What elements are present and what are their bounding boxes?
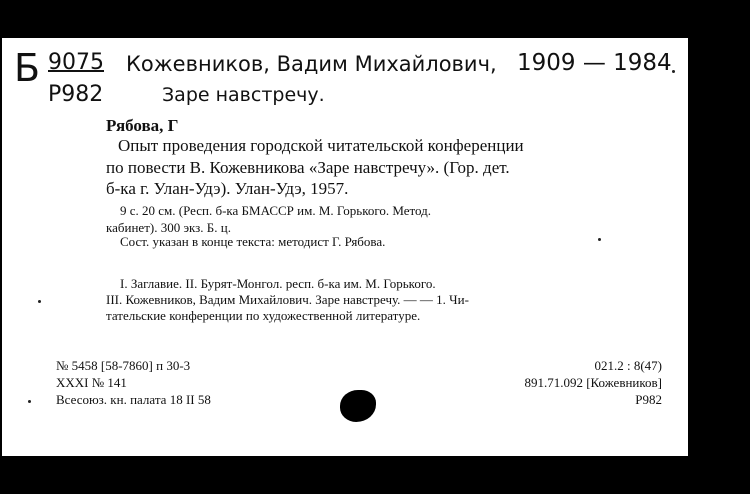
entry-line6: Сост. указан в конце текста: методист Г. Рябова. bbox=[120, 234, 386, 249]
hand-shelf: Р982 bbox=[48, 82, 104, 107]
hand-author: Кожевников, Вадим Михайлович, bbox=[126, 52, 497, 76]
tracing-line2: III. Кожевников, Вадим Михайлович. Заре навстречу. — — 1. Чи- bbox=[106, 292, 469, 307]
footer-left-line2: XXXI № 141 bbox=[56, 375, 127, 390]
ink-speck bbox=[38, 300, 41, 303]
entry-line4: 9 с. 20 см. (Респ. б-ка БМАССР им. М. Горького. Метод. bbox=[120, 203, 432, 218]
hand-title: Заре навстречу. bbox=[162, 84, 325, 106]
ink-speck bbox=[598, 238, 601, 241]
tracing-line3: тательские конференции по художественной литературе. bbox=[106, 308, 421, 323]
hand-letter: Б bbox=[14, 46, 41, 90]
entry-line1: Опыт проведения городской читательской конференции bbox=[118, 136, 524, 155]
footer-right-line2: 891.71.092 [Кожевников] bbox=[524, 375, 662, 390]
footer-right-line1: 021.2 : 8(47) bbox=[594, 358, 662, 373]
entry-line2: по повести В. Кожевникова «Заре навстречу». (Гор. дет. bbox=[106, 158, 510, 177]
entry-line3: б-ка г. Улан-Удэ). Улан-Удэ, 1957. bbox=[106, 179, 349, 198]
entry-line5: кабинет). 300 экз. Б. ц. bbox=[106, 220, 231, 235]
footer-left-line3: Всесоюз. кн. палата 18 II 58 bbox=[56, 392, 211, 407]
hand-years: 1909 — 1984 bbox=[517, 50, 672, 76]
footer-right-line3: Р982 bbox=[635, 392, 662, 407]
tracing-line1: I. Заглавие. II. Бурят-Монгол. респ. б-ка им. М. Горького. bbox=[120, 276, 436, 291]
ink-speck bbox=[672, 70, 675, 73]
ink-speck bbox=[28, 400, 31, 403]
hand-number: 9075 bbox=[48, 50, 104, 75]
catalog-card bbox=[2, 38, 688, 456]
footer-left-line1: № 5458 [58-7860] п 30-3 bbox=[56, 358, 191, 373]
entry-heading: Рябова, Г bbox=[106, 116, 179, 135]
ink-blot bbox=[340, 390, 376, 422]
